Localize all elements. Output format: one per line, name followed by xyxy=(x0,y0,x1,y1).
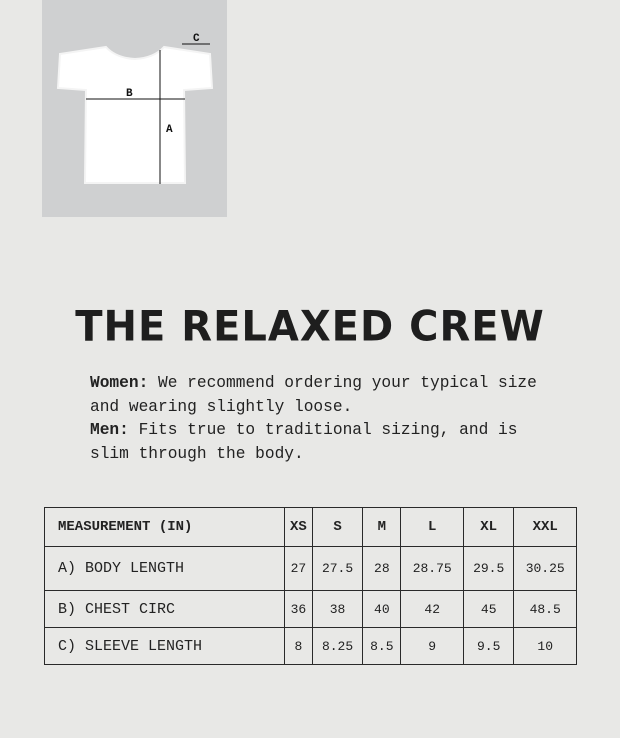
men-note xyxy=(90,419,560,466)
row-label: B) CHEST CIRC xyxy=(45,591,285,628)
cell-value: 30.25 xyxy=(514,547,577,591)
table-row-chest-circ xyxy=(45,591,577,628)
women-label: Women: xyxy=(90,374,149,392)
cell-value: 45 xyxy=(464,591,514,628)
cell-value: 48.5 xyxy=(514,591,577,628)
label-b: B xyxy=(126,88,133,100)
table-header-row xyxy=(45,508,577,547)
cell-value: 29.5 xyxy=(464,547,514,591)
cell-value: 40 xyxy=(363,591,401,628)
header-size-xs: XS xyxy=(285,508,313,547)
label-a: A xyxy=(166,124,173,136)
row-label: A) BODY LENGTH xyxy=(45,547,285,591)
women-text: We recommend ordering your typical size and wearing slightly loose. xyxy=(90,374,537,416)
cell-value: 36 xyxy=(285,591,313,628)
header-size-l: L xyxy=(401,508,464,547)
men-label: Men: xyxy=(90,421,129,439)
label-c: C xyxy=(193,33,200,45)
cell-value: 38 xyxy=(312,591,362,628)
women-note xyxy=(90,372,560,419)
cell-value: 28 xyxy=(363,547,401,591)
page-title: THE RELAXED CREW xyxy=(75,302,545,352)
cell-value: 9.5 xyxy=(464,628,514,665)
header-size-m: M xyxy=(363,508,401,547)
row-label: C) SLEEVE LENGTH xyxy=(45,628,285,665)
cell-value: 9 xyxy=(401,628,464,665)
header-measurement: MEASUREMENT (IN) xyxy=(45,508,285,547)
header-size-xl: XL xyxy=(464,508,514,547)
cell-value: 8.5 xyxy=(363,628,401,665)
cell-value: 10 xyxy=(514,628,577,665)
men-text: Fits true to traditional sizing, and is slim through the body. xyxy=(90,421,518,463)
tshirt-shape xyxy=(58,47,212,183)
cell-value: 42 xyxy=(401,591,464,628)
fit-description xyxy=(90,372,560,466)
size-chart-table xyxy=(44,507,577,665)
tshirt-measurement-svg xyxy=(42,0,227,217)
table-row-body-length xyxy=(45,547,577,591)
cell-value: 27 xyxy=(285,547,313,591)
header-size-xxl: XXL xyxy=(514,508,577,547)
header-size-s: S xyxy=(312,508,362,547)
cell-value: 8 xyxy=(285,628,313,665)
table-row-sleeve-length xyxy=(45,628,577,665)
cell-value: 27.5 xyxy=(312,547,362,591)
cell-value: 28.75 xyxy=(401,547,464,591)
tshirt-diagram xyxy=(42,0,227,217)
cell-value: 8.25 xyxy=(312,628,362,665)
